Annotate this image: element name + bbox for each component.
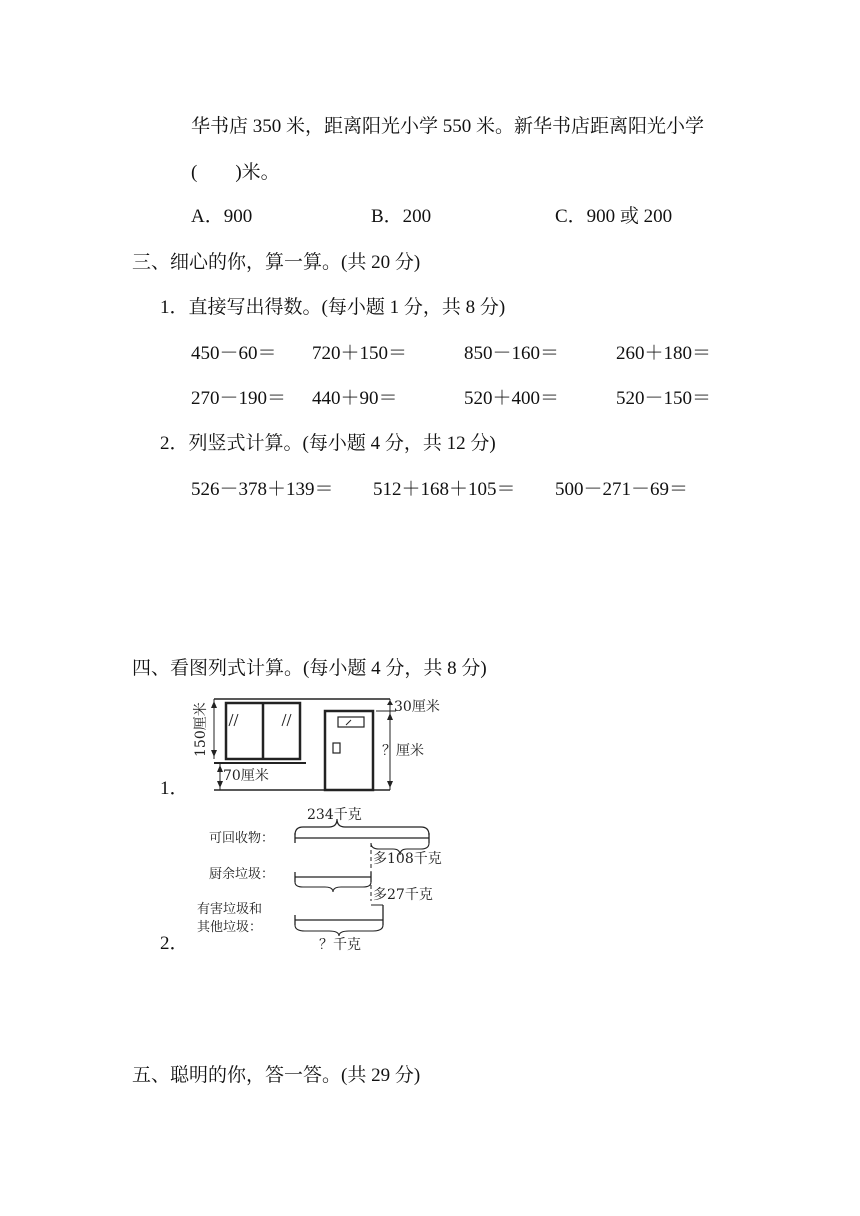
label-unknown-cm: ？厘米 <box>382 743 424 759</box>
label-70cm: 70厘米 <box>223 768 269 784</box>
figure1-number: 1． <box>160 778 189 799</box>
label-unknown-kg: ？千克 <box>319 937 361 953</box>
calc-item: 270－190＝ <box>191 388 287 409</box>
vertical-calc-item: 512＋168＋105＝ <box>373 479 516 500</box>
section5-title: 五、聪明的你，答一答。(共 29 分) <box>132 1065 421 1086</box>
label-recyclables: 可回收物： <box>209 831 275 846</box>
label-hazardous-and: 有害垃圾和 <box>197 902 263 917</box>
calc-item: 520－150＝ <box>616 388 712 409</box>
label-150cm: 150厘米 <box>193 702 209 757</box>
section4-title: 四、看图列式计算。(每小题 4 分，共 8 分) <box>132 658 487 679</box>
calc-item: 720＋150＝ <box>312 343 408 364</box>
waste-line-diagram <box>195 805 460 955</box>
vertical-calc-item: 500－271－69＝ <box>555 479 689 500</box>
section3-part2-title: 2．列竖式计算。(每小题 4 分，共 12 分) <box>160 433 496 454</box>
calc-item: 260＋180＝ <box>616 343 712 364</box>
label-kitchen-waste: 厨余垃圾： <box>209 867 275 882</box>
figure2-number: 2． <box>160 933 189 954</box>
vertical-calc-item: 526－378＋139＝ <box>191 479 334 500</box>
label-total-234kg: 234千克 <box>307 807 362 823</box>
calc-item: 440＋90＝ <box>312 388 398 409</box>
q2-option-a: A．900 <box>191 206 253 227</box>
window-door-diagram <box>190 693 460 793</box>
q2-text-line2: ( )米。 <box>191 162 280 183</box>
label-more-108kg: 多108千克 <box>373 851 442 867</box>
label-other-waste: 其他垃圾： <box>197 920 263 935</box>
label-30cm: 30厘米 <box>394 699 440 715</box>
label-more-27kg: 多27千克 <box>373 887 433 903</box>
calc-item: 520＋400＝ <box>464 388 560 409</box>
section3-part1-title: 1．直接写出得数。(每小题 1 分，共 8 分) <box>160 297 506 318</box>
q2-text-line1: 华书店 350 米，距离阳光小学 550 米。新华书店距离阳光小学 <box>191 116 705 137</box>
calc-item: 450－60＝ <box>191 343 277 364</box>
section3-title: 三、细心的你，算一算。(共 20 分) <box>132 252 421 273</box>
q2-option-c: C．900 或 200 <box>555 206 673 227</box>
calc-item: 850－160＝ <box>464 343 560 364</box>
q2-option-b: B．200 <box>371 206 432 227</box>
